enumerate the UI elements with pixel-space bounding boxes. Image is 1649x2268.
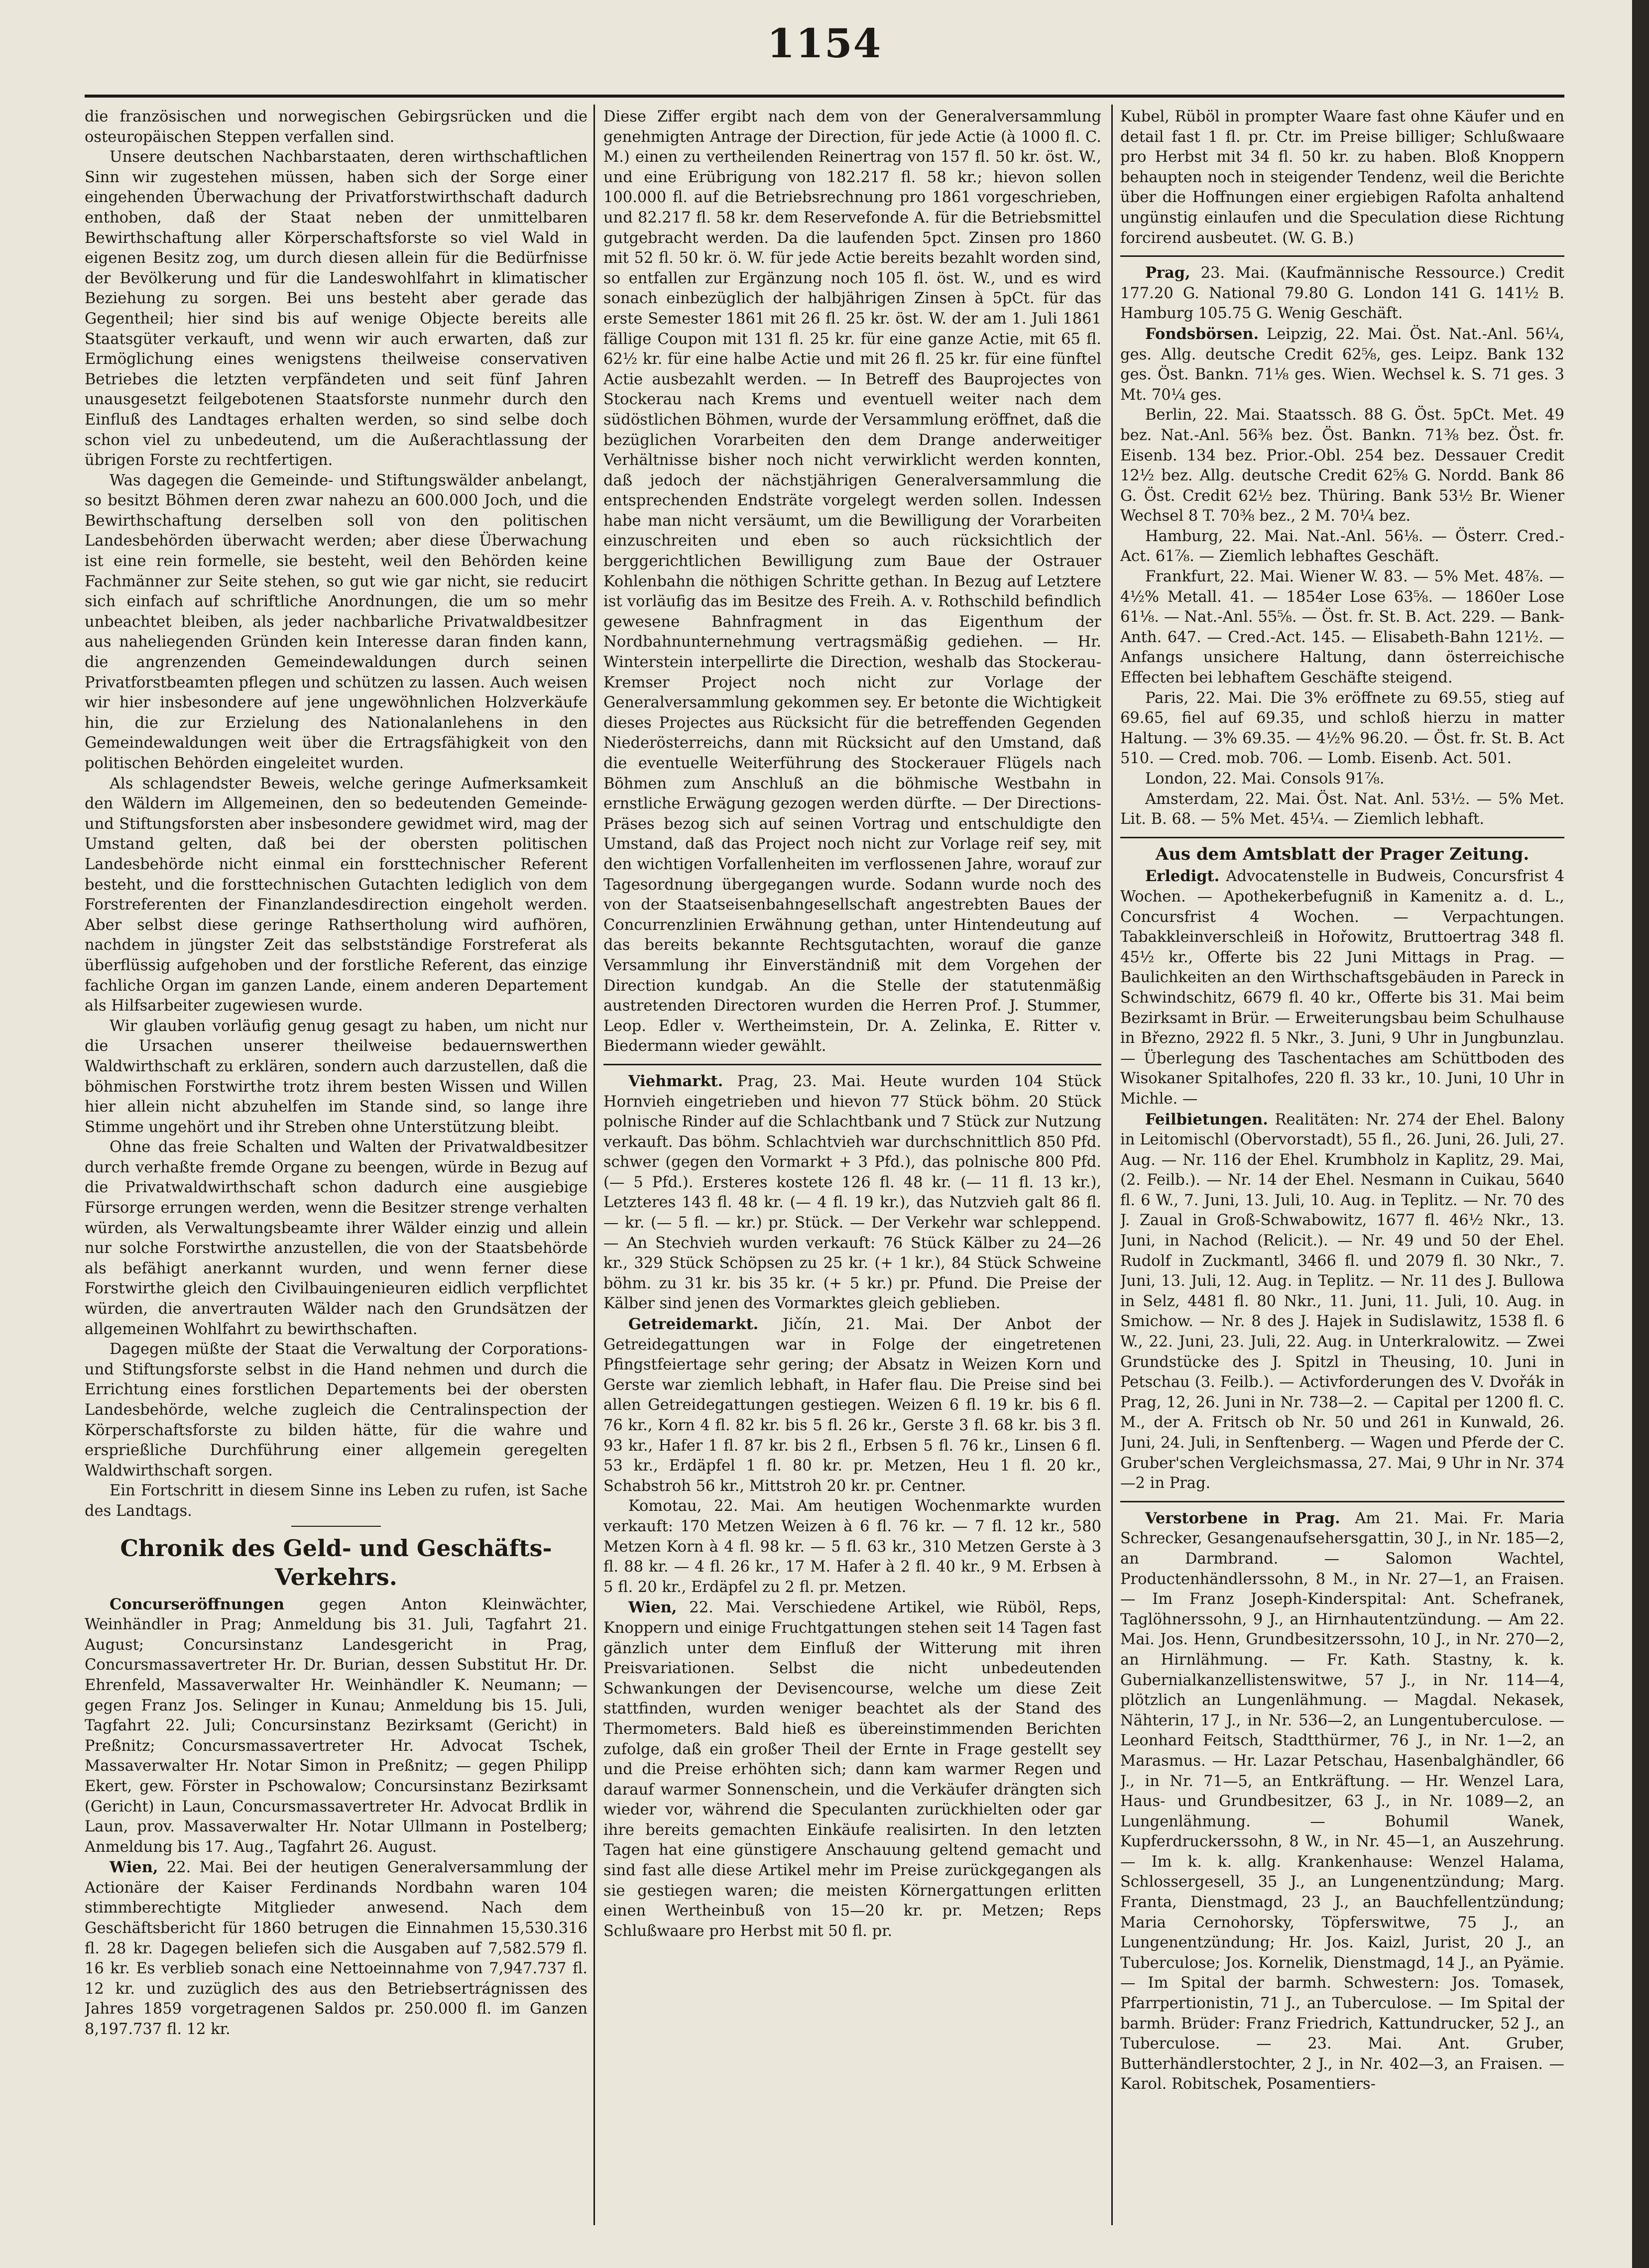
article-prag bbox=[1120, 263, 1564, 324]
article-body: Jičín, 21. Mai. Der Anbot der Getreidegattungen war in Folge der eingetretenen Pfingstfeiertage sehr gering; der Absatz in Weizen Korn und Gerste war ziemlich lebhaft, in Hafer flau. Die Preise sind bei allen Getreidegattungen gestiegen. Weizen 6 fl. 19 kr. bis 6 fl. 76 kr., Korn 4 fl. 82 kr. bis 5 fl. 26 kr., Gerste 3 fl. 68 kr. bis 3 fl. 93 kr., Hafer 1 fl. 87 kr. bis 2 fl., Erbsen 5 fl. 76 kr., Linsen 6 fl. 53 kr., Erdäpfel 1 fl. 80 kr. pr. Metzen, Heu 1 fl. 20 kr., Schabstroh 56 kr., Mittstroh 20 kr. pr. Centner. bbox=[603, 1316, 1101, 1495]
article-body: Am 21. Mai. Fr. Maria Schrecker, Gesangenaufsehersgattin, 30 J., in Nr. 185—2, an Darmbrand. — Salomon Wachtel, Productenhändlerssohn, 8 M., in Nr. 27—1, an Fraisen. — Im Franz Joseph-Kinderspital: Ant. Schefranek, Taglöhnerssohn, 9 J., an Hirnhautentzündung. — Am 22. Mai. Jos. Henn, Grundbesitzerssohn, 10 J., in Nr. 270—2, an Hirnlähmung. — Fr. Kath. Stastny, k. k. Gubernialkanzellistenswitwe, 57 J., in Nr. 114—4, plötzlich an Lungenlähmung. — Magdal. Nekasek, Nähterin, 17 J., in Nr. 536—2, an Lungentuberculose. — Leonhard Feitsch, Stadtthürmer, 76 J., in Nr. 1—2, an Marasmus. — Hr. Lazar Petschau, Hasenbalghändler, 66 J., in Nr. 71—5, an Entkräftung. — Hr. Wenzel Lara, Haus- und Grundbesitzer, 63 J., in Nr. 1089—2, an Lungenlähmung. — Bohumil Wanek, Kupferdruckerssohn, 8 W., in Nr. 45—1, an Auszehrung. — Im k. k. allg. Krankenhause: Wenzel Halama, Schlossergesell, 35 J., an Lungenentzündung; Marg. Franta, Dienstmagd, 23 J., an Bauchfellentzündung; Maria Cernohorsky, Töpferswitwe, 75 J., an Lungenentzündung; Hr. Jos. Kaizl, Jurist, 20 J., an Tuberculose; Jos. Kornelik, Dienstmagd, 14 J., an Pyämie. — Im Spital der barmh. Schwestern: Jos. Tomasek, Pfarrpertionistin, 71 J., an Tuberculose. — Im Spital der barmh. Brüder: Franz Friedrich, Kattundrucker, 52 J., an Tuberculose. — 23. Mai. Ant. Gruber, Butterhändlerstochter, 2 J., in Nr. 402—3, an Fraisen. — Karol. Robitschek, Posamentiers- bbox=[1120, 1509, 1564, 2093]
article-paris: Paris, 22. Mai. Die 3% eröffnete zu 69.55, stieg auf 69.65, fiel auf 69.35, und schloß hierzu in matter Haltung. — 3% 69.35. — 4½% 96.20. — Öst. fr. St. B. Act 510. — Cred. mob. 706. — Lomb. Eisenb. Act. 501. bbox=[1120, 689, 1564, 768]
column-divider bbox=[1111, 105, 1113, 2225]
paragraph: Ohne das freie Schalten und Walten der Privatwaldbesitzer durch verhaßte fremde Organe zu beengen, würde in Bezug auf die Privatwaldwirthschaft schon dadurch eine ausgiebige Fürsorge errungen werden, wenn die Besitzer strenge verhalten würden, als Verwaltungsbeamte ihrer Wälder einzig und allein nur solche Forstwirthe anzustellen, die von der Staatsbehörde als befähigt anerkannt wurden, und wenn ferner diese Forstwirthe gleich den Civilbauingenieuren eidlich verpflichtet würden, die anvertrauten Wälder nach den Grundsätzen der allgemeinen Wohlfahrt zu bewirthschaften. bbox=[85, 1138, 588, 1338]
article-berlin: Berlin, 22. Mai. Staatssch. 88 G. Öst. 5pCt. Met. 49 bez. Nat.-Anl. 56⅜ bez. Öst. Bankn. 71⅜ bez. Öst. fr. Eisenb. 134 bez. Prior.-Obl. 254 bez. Dessauer Credit 12½ bez. Allg. deutsche Credit 62⅝ G. Nordd. Bank 86 G. Öst. Credit 62½ bez. Thüring. Bank 53½ Br. Wiener Wechsel 8 T. 70⅜ bez., 2 M. 70¼ bez. bbox=[1120, 406, 1564, 525]
paragraph: Diese Ziffer ergibt nach dem von der Generalversammlung genehmigten Antrage der Direction, für jede Actie (à 1000 fl. C. M.) einen zu vertheilenden Reinertrag von 157 fl. 50 kr. öst. W., und eine Erübrigung von 182.217 fl. 58 kr.; hievon sollen 100.000 fl. auf die Betriebsrechnung pro 1861 vorgeschrieben, und 82.217 fl. 58 kr. dem Reservefonde A. für die Betriebsmittel gutgebracht werden. Da die laufenden 5pct. Zinsen pro 1860 mit 52 fl. 50 kr. ö. W. für jede Actie bereits bezahlt worden sind, so entfallen zur Ergänzung noch 105 fl. öst. W., und es wird sonach einbezüglich der halbjährigen Zinsen à 5pCt. für das erste Semester 1861 mit 26 fl. 25 kr. öst. W. der am 1. Juli 1861 fällige Coupon mit 131 fl. 25 kr. für eine ganze Actie, mit 65 fl. 62½ kr. für eine halbe Actie und mit 26 fl. 25 kr. für eine fünftel Actie ausbezahlt werden. — In Betreff des Bauprojectes von Stockerau nach Krems und eventuell weiter nach dem südöstlichen Böhmen, wurde der Versammlung eröffnet, daß die bezüglichen Vorarbeiten den dem Drange anderweitiger Verhältnisse bisher noch nicht verwirklicht werden konnten, daß jedoch der nächstjährigen Generalversammlung die entsprechenden Endsträte vorgelegt werden sollen. Indessen habe man nicht versäumt, um die Bewilligung der Vorarbeiten einzuschreiten und eben so auch rücksichtlich der berggerichtlichen Bewilligung zum Baue der Ostrauer Kohlenbahn die nöthigen Schritte gethan. In Bezug auf Letztere ist vorläufig das im Besitze des Freih. A. v. Rothschild befindlich gewesene Bahnfragment in das Eigenthum der Nordbahnunternehmung vertragsmäßig gediehen. — Hr. Winterstein interpellirte die Direction, weshalb das Stockerau-Kremser Project noch nicht zur Vorlage der Generalversammlung gekommen sey. Er betonte die Wichtigkeit dieses Projectes aus Rücksicht für die betreffenden Gegenden Niederösterreichs, dann mit Rücksicht auf den Umstand, daß die eventuelle Weiterführung des Stockerauer Flügels nach Böhmen zum Anschluß an die böhmische Westbahn in ernstliche Erwägung gezogen werden dürfte. — Der Directions-Präses bezog sich auf seinen Vortrag und entschuldigte den Umstand, daß das Project noch nicht zur Vorlage reif sey, mit den wichtigen Vorfallenheiten im verflossenen Jahre, worauf zur Tagesordnung übergegangen wurde. Sodann wurde noch des von der Staatseisenbahngesellschaft angestrebten Baues der Concurrenzlinien Erwähnung gethan, unter Hintendeutung auf das bereits bekannte Rechtsgutachten, worauf die ganze Versammlung ihr Einverständniß mit dem Vorgehen der Direction kundgab. An die Stelle der statutenmäßig austretenden Directoren wurden die Herren Prof. J. Stummer, Leop. Edler v. Wertheimstein, Dr. A. Zelinka, E. Ritter v. Biedermann wieder gewählt. bbox=[603, 108, 1101, 1055]
article-body: 22. Mai. Bei der heutigen Generalversammlung der Actionäre der Kaiser Ferdinands Nordbahn waren 104 stimmberechtigte Mitglieder anwesend. Nach dem Geschäftsbericht für 1860 betrugen die Einnahmen 15,530.316 fl. 28 kr. Dagegen beliefen sich die Ausgaben auf 7,582.579 fl. 16 kr. Es verblieb sonach eine Nettoeinnahme von 7,947.737 fl. 12 kr. und zuzüglich des aus den Betriebsertrágnissen des Jahres 1859 vorgetragenen Saldos pr. 250.000 fl. im Ganzen 8,197.737 fl. 12 kr. bbox=[85, 1859, 588, 2039]
article-wien bbox=[85, 1857, 588, 2040]
article-erledigt bbox=[1120, 866, 1564, 1109]
section-divider bbox=[1120, 1501, 1564, 1502]
article-body: Realitäten: Nr. 274 der Ehel. Balony in Leitomischl (Obervorstadt), 55 fl., 26. Juni, 26. Juli, 27. Aug. — Nr. 116 der Ehel. Krumbholz in Kaplitz, 29. Mai, (2. Feilb.). — Nr. 14 der Ehel. Nesmann in Cuikau, 5640 fl. 6 W., 7. Juni, 13. Juli, 10. Aug. in Teplitz. — Nr. 70 des J. Zaual in Groß-Schwabowitz, 1677 fl. 46½ Nkr., 13. Juni, in Nachod (Relicit.). — Nr. 49 und 50 der Ehel. Rudolf in Zuckmantl, 3466 fl. und 2079 fl. 30 Nkr., 7. Juni, 13. Juli, 12. Aug. in Teplitz. — Nr. 11 des J. Bullowa in Selz, 4481 fl. 80 Nkr., 11. Juni, 11. Juli, 10. Aug. in Smichow. — Nr. 8 des J. Hajek in Sudislawitz, 1538 fl. 6 W., 22. Juni, 23. Juli, 22. Aug. in Unterkralowitz. — Zwei Grundstücke des J. Spitzl in Theusing, 10. Juni in Petschau (3. Feilb.). — Activforderungen des V. Dvořák in Prag, 12, 26. Juni in Nr. 738—2. — Capital per 1200 fl. C. M., der A. Fritsch ob Nr. 50 und 261 in Kunwald, 26. Juni, 24. Juli, in Senftenberg. — Wagen und Pferde der C. Gruber'schen Vergleichsmassa, 27. Mai, 9 Uhr in Nr. 374—2 in Prag. bbox=[1120, 1111, 1564, 1492]
article-body: 23. Mai. (Kaufmännische Ressource.) Credit 177.20 G. National 79.80 G. London 141 G. 141½ B. Hamburg 105.75 G. Wenig Geschäft. bbox=[1120, 264, 1564, 323]
article-feilbietungen bbox=[1120, 1110, 1564, 1494]
article-lead: Getreidemarkt. bbox=[628, 1315, 759, 1334]
article-body: 22. Mai. Verschiedene Artikel, wie Rüböl, Reps, Knoppern und einige Fruchtgattungen stehen seit 14 Tagen fast gänzlich unter dem Einfluß der Witterung mit ihren Preisvariationen. Selbst die nicht unbedeutenden Schwankungen der Devisencourse, welche um diese Zeit stattfinden, wurden weniger beachtet als der Stand des Thermometers. Bald hieß es übereinstimmenden Berichten zufolge, daß ein großer Theil der Ernte in Frage gestellt sey und die Preise erhöhten sich; dann kam warmer Regen und darauf warmer Sonnenschein, und die Verkäufer drängten sich wieder vor, während die Speculanten zurückhielten oder gar ihre bereits gemachten Einkäufe realisirten. In den letzten Tagen hat eine günstigere Anschauung geltend gemacht und sind fast alle diese Artikel mehr im Preise zurückgegangen als sie gestiegen waren; die meisten Körnergattungen erlitten einen Wertheinbuß von 15—20 kr. pr. Metzen; Reps Schlußwaare pro Herbst mit 50 fl. pr. bbox=[603, 1599, 1101, 1940]
paragraph: Unsere deutschen Nachbarstaaten, deren wirthschaftlichen Sinn wir zugestehen müssen, haben sich der Sorge einer eingehenden Überwachung der Privatforstwirthschaft dadurch enthoben, daß der Staat neben der unmittelbaren Bewirthschaftung aller Körperschaftsforste so viel Wald in eigenen Besitz zog, um durch diesen allein für die Bedürfnisse der Bevölkerung und für die Landeswohlfahrt in klimatischer Beziehung zu sorgen. Bei uns besteht aber gerade das Gegentheil; hier sind bis auf wenige Objecte bereits alle Staatsgüter verkauft, und wenn wir auch erwarten, daß zur Ermöglichung eines wenigstens theilweise conservativen Betriebes die letzten verpfändeten und seit fünf Jahren unausgesetzt feilgebotenen Staatsforste nunmehr durch den Einfluß des Landtages erhalten werden, so sind selbe doch schon viel zu unbedeutend, um die Außerachtlassung der übrigen Forste zu rechtfertigen. bbox=[85, 148, 588, 469]
article-fondsboersen bbox=[1120, 324, 1564, 405]
section-divider bbox=[1120, 837, 1564, 838]
article-viehmarkt bbox=[603, 1071, 1101, 1314]
article-hamburg: Hamburg, 22. Mai. Nat.-Anl. 56⅛. — Österr. Cred.-Act. 61⅞. — Ziemlich lebhaftes Geschäft. bbox=[1120, 527, 1564, 566]
article-london: London, 22. Mai. Consols 91⅞. bbox=[1145, 770, 1385, 788]
column-divider bbox=[593, 105, 595, 2225]
article-body: Advocatenstelle in Budweis, Concursfrist 4 Wochen. — Apothekerbefugniß in Kamenitz a. d. L., Concursfrist 4 Wochen. — Verpachtungen. Tabakkleinverschleiß in Hořowitz, Bruttoertrag 348 fl. 45½ kr., Offerte bis 22 Juni Mittags in Prag. — Baulichkeiten an den Wirthschaftsgebäuden in Pareck in Schwindschitz, 6679 fl. 40 kr., Offerte bis 31. Mai beim Bezirksamt in Brür. — Erweiterungsbau beim Schulhause in Březno, 2922 fl. 5 Nkr., 3. Juni, 9 Uhr in Jungbunzlau. — Überlegung des Taschentaches am Schüttboden des Wisokaner Spitalhofes, 220 fl. 33 kr., 10. Juni, 10 Uhr in Michle. — bbox=[1120, 868, 1564, 1108]
article-concurs bbox=[85, 1594, 588, 1858]
article-lead: Fondsbörsen. bbox=[1145, 325, 1259, 343]
article-lead: Wien, bbox=[628, 1598, 677, 1617]
column-1 bbox=[85, 107, 588, 2223]
article-body: gegen Anton Kleinwächter, Weinhändler in Prag; Anmeldung bis 31. Juli, Tagfahrt 21. August; Concursinstanz Landesgericht in Prag, Concursmassavertreter Hr. Dr. Burian, dessen Substitut Hr. Dr. Ehrenfeld, Massaverwalter Hr. Weinhändler K. Neumann; — gegen Franz Jos. Selinger in Kunau; Anmeldung bis 15. Juli, Tagfahrt 22. Juli; Concursinstanz Bezirksamt (Gericht) in Preßnitz; Concursmassavertreter Hr. Advocat Tschek, Massaverwalter Hr. Notar Simon in Preßnitz; — gegen Philipp Ekert, gew. Förster in Pschowalow; Concursinstanz Bezirksamt (Gericht) in Laun, Concursmassavertreter Hr. Advocat Brdlik in Laun, prov. Massaverwalter Hr. Notar Ullmann in Postelberg; Anmeldung bis 17. Aug., Tagfahrt 26. August. bbox=[85, 1595, 588, 1856]
article-body: Prag, 23. Mai. Heute wurden 104 Stück Hornvieh eingetrieben und hievon 77 Stück böhm. 20 Stück polnische Rinder auf die Schlachtbank und 7 Stück zur Nutzung verkauft. Das böhm. Schlachtvieh war durchschnittlich 850 Pfd. schwer (gegen den Vormarkt + 3 Pfd.), das polnische 800 Pfd. (— 5 Pfd.). Ersteres kostete 126 fl. 48 kr. (— 11 fl. 13 kr.), Letzteres 143 fl. 48 kr. (— 4 fl. 19 kr.), das Nutzvieh galt 86 fl. — kr. (— 5 fl. — kr.) pr. Stück. — Der Verkehr war schleppend. — An Stechvieh wurden verkauft: 76 Stück Kälber zu 24—26 kr., 329 Stück Schöpsen zu 25 kr. (+ 1 kr.), 84 Stück Schweine böhm. zu 31 kr. bis 35 kr. (+ 5 kr.) pr. Pfund. Die Preise der Kälber sind jenen des Vormarktes gleich geblieben. bbox=[603, 1072, 1101, 1313]
header-rule bbox=[85, 95, 1564, 98]
article-lead: Concurseröffnungen bbox=[110, 1595, 285, 1613]
paragraph: die französischen und norwegischen Gebirgsrücken und die osteuropäischen Steppen verfallen sind. bbox=[85, 108, 588, 146]
article-lead: Erledigt. bbox=[1145, 867, 1220, 886]
article-lead: Verstorbene in Prag. bbox=[1145, 1509, 1340, 1527]
section-divider bbox=[603, 1064, 1101, 1065]
paragraph: Dagegen müßte der Staat die Verwaltung der Corporations- und Stiftungsforste selbst in die Hand nehmen und durch die Errichtung eines forstlichen Departements bei der obersten Landesbehörde, welche zugleich die Centralinspection der Körperschaftsforste zu bilden hätte, für die wahre und ersprießliche Durchführung einer allgemein geregelten Waldwirthschaft sorgen. bbox=[85, 1341, 588, 1479]
paragraph: Ein Fortschritt in diesem Sinne ins Leben zu rufen, ist Sache des Landtags. bbox=[85, 1482, 588, 1520]
article-lead: Wien, bbox=[110, 1858, 158, 1877]
article-lead: Viehmarkt. bbox=[628, 1072, 723, 1090]
section-heading-chronik: Chronik des Geld- und Geschäfts-Verkehrs. bbox=[120, 1534, 552, 1590]
article-amsterdam: Amsterdam, 22. Mai. Öst. Nat. Anl. 53½. — 5% Met. Lit. B. 68. — 5% Met. 45¼. — Ziemlich lebhaft. bbox=[1120, 790, 1564, 828]
article-lead: Prag, bbox=[1145, 264, 1190, 282]
article-body: Leipzig, 22. Mai. Öst. Nat.-Anl. 56¼, ges. Allg. deutsche Credit 62⅝, ges. Leipz. Bank 132 ges. Öst. Bankn. 71⅛ ges. Wien. Wechsel k. S. 71 ges. 3 Mt. 70¼ ges. bbox=[1120, 325, 1564, 404]
section-divider bbox=[1120, 255, 1564, 257]
section-heading-amtsblatt: Aus dem Amtsblatt der Prager Zeitung. bbox=[1155, 844, 1530, 864]
article-lead: Feilbietungen. bbox=[1145, 1110, 1268, 1129]
paragraph: Wir glauben vorläufig genug gesagt zu haben, um nicht nur die Ursachen unserer theilweise bedauernswerthen Waldwirthschaft zu erklären, sondern auch darzustellen, daß die böhmischen Forstwirthe trotz ihrem besten Wissen und Willen hier allein nicht abzuhelfen im Stande sind, so lange ihre Stimme ungehört und ihr Streben ohne Unterstützung bleibt. bbox=[85, 1017, 588, 1136]
paragraph: Was dagegen die Gemeinde- und Stiftungswälder anbelangt, so besitzt Böhmen deren zwar nahezu an 600.000 Joch, und die Bewirthschaftung derselben soll von den politischen Landesbehörden überwacht werden; aber diese Überwachung ist eine rein formelle, sie besteht, weil den Behörden keine Fachmänner zur Seite stehen, so gut wie gar nicht, sie reducirt sich einfach auf schriftliche Anordnungen, die um so mehr unbeachtet bleiben, als jeder nachbarliche Privatwaldbesitzer aus naheliegenden Gründen kein Interesse daran finden kann, die angrenzenden Gemeindewaldungen durch seinen Privatforstbeamten pflegen und schützen zu lassen. Auch weisen wir hier insbesondere auf jene ungewöhnlichen Holzverkäufe hin, die zur Erzielung des Nationalanlehens in den Gemeindewaldungen weit über die Ertragsfähigkeit von den politischen Behörden eingeleitet wurden. bbox=[85, 471, 588, 772]
newspaper-page bbox=[85, 20, 1564, 2250]
column-2 bbox=[603, 107, 1101, 2223]
scan-edge bbox=[1632, 0, 1649, 2268]
page-number: 1154 bbox=[767, 20, 882, 67]
paragraph: Als schlagendster Beweis, welche geringe Aufmerksamkeit den Wäldern im Allgemeinen, den so bedeutenden Gemeinde- und Stiftungsforsten aber insbesondere gewidmet wird, mag der Umstand gelten, daß bei der obersten politischen Landesbehörde nicht einmal ein forsttechnischer Referent besteht, und die forsttechnischen Gutachten lediglich von dem Forstreferenten der Finanzlandesdirection eingeholt werden. Aber selbst diese geringe Rathsertholung wird aufhören, nachdem in jüngster Zeit das selbstständige Forstreferat als überflüssig aufgehoben und der forstliche Referent, das einzige fachliche Organ im ganzen Lande, einem anderen Departement als Hilfsarbeiter zugewiesen wurde. bbox=[85, 775, 588, 1015]
section-divider bbox=[291, 1526, 381, 1527]
article-verstorbene bbox=[1120, 1508, 1564, 2095]
article-frankfurt: Frankfurt, 22. Mai. Wiener W. 83. — 5% Met. 48⅞. — 4½% Metall. 41. — 1854er Lose 63⅝. — 1860er Lose 61⅛. — Nat.-Anl. 55⅝. — Öst. fr. St. B. Act. 229. — Bank-Anth. 647. — Cred.-Act. 145. — Elisabeth-Bahn 121½. — Anfangs unsichere Haltung, dann österreichische Effecten bei lebhaftem Geschäfte steigend. bbox=[1120, 568, 1564, 687]
paragraph: Kubel, Rüböl in prompter Waare fast ohne Käufer und en detail fast 1 fl. pr. Ctr. im Preise billiger; Schlußwaare pro Herbst mit 34 fl. 50 kr. zu haben. Bloß Knoppern behaupten noch in steigender Tendenz, weil die Berichte über die Hoffnungen einer ergiebigen Rafolta anhaltend ungünstig einlaufen und die Speculation diese Richtung forcirend ausbeutet. (W. G. B.) bbox=[1120, 108, 1564, 247]
column-3 bbox=[1120, 107, 1564, 2223]
article-getreidemarkt bbox=[603, 1314, 1101, 1496]
article-wien-markt bbox=[603, 1597, 1101, 1941]
article-komotau: Komotau, 22. Mai. Am heutigen Wochenmarkte wurden verkauft: 170 Metzen Weizen à 6 fl. 76 kr. — 7 fl. 12 kr., 580 Metzen Korn à 4 fl. 98 kr. — 5 fl. 63 kr., 310 Metzen Gerste à 3 fl. 88 kr. — 4 fl. 26 kr., 17 M. Hafer à 2 fl. 40 kr., 9 M. Erbsen à 5 fl. 20 kr., Erdäpfel zu 2 fl. pr. Metzen. bbox=[603, 1497, 1101, 1596]
